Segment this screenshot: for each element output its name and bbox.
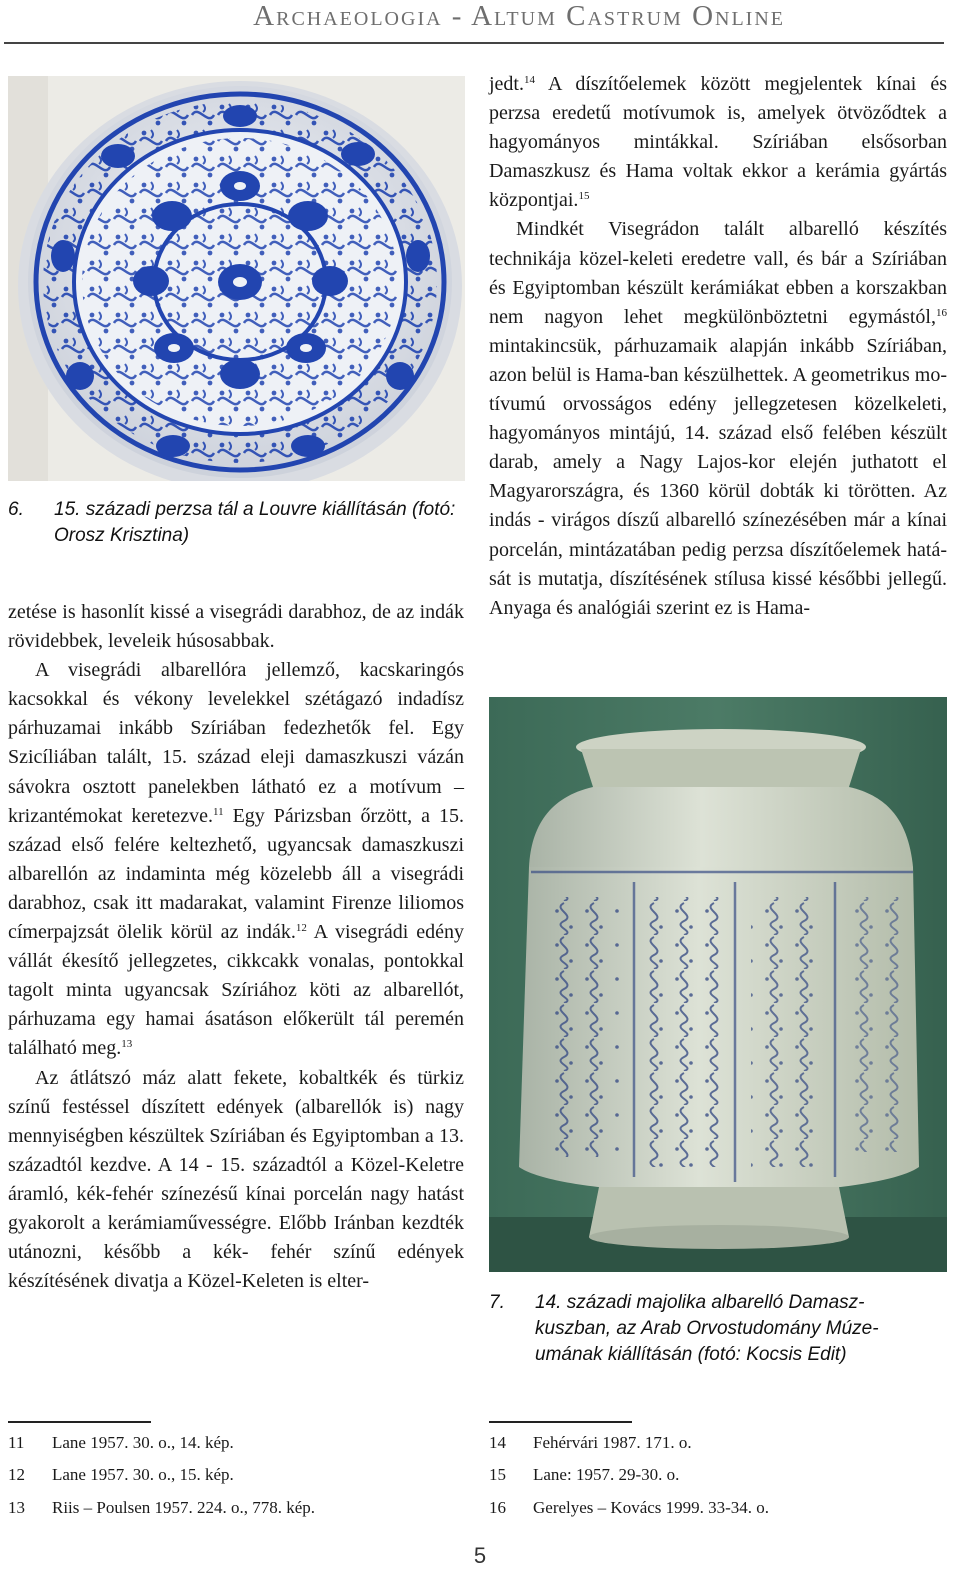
figure-6-caption [8, 497, 468, 553]
footnote-text: Lane 1957. 30. o., 15. kép. [52, 1465, 234, 1484]
footnote-ref: 13 [121, 1038, 133, 1051]
footnote-text: Riis – Poulsen 1957. 224. o., 778. kép. [52, 1498, 316, 1517]
footnote-text: Lane: 1957. 29-30. o. [533, 1465, 680, 1484]
footnote-ref: 12 [295, 922, 307, 935]
persian-bowl-photo [8, 76, 465, 481]
footnote-text: Gerelyes – Kovács 1999. 33-34. o. [533, 1498, 770, 1517]
figure-caption-line: umának kiállításán (fotó: Kocsis Edit) [535, 1344, 847, 1365]
paragraph: jedt.$^{14}$ A díszítőelemek között megjelentek kínai és perzsa eredetű motívumok is, amelyek ötvöződtek a hagyományos mintákkal. Szíriában elsősorban Damaszkusz és Hama voltak ekkor a kerámia gyártás központjai.$^{15}$ [489, 73, 947, 212]
footnote-number: 14 [489, 1433, 506, 1452]
paragraph: Mindkét Visegrádon talált albarelló készítés technikája közel-keleti eredetre vall, és bár a Szíriában és Egyiptomban készült kerámiákat ebben a korszakban nem nagyon lehet megkülönböztetni egymástól,$^{16}$ mintakincsük, párhuzamaik alapján inkább Szíriában, azon belül is Hama-ban készülhettek. A geometrikus motívumú orvosságos edény jellegzetesen közelkeleti, hagyományos mintájú, 14. század első felében készült darab, amely a Nagy Lajos-kor elején juthatott el Magyarországra, és 1360 körül dobták ki törötten. Az indás - virágos díszű albarelló színezésében már a kínai porcelán, mintázatában pedig perzsa díszítőelemek hatását is mutatja, díszítésének stílusa kissé későbbi jellegű. Anyaga és analógiái szerint ez is Hama- [489, 218, 947, 619]
running-head: Archaeologia - Altum Castrum Online [253, 0, 785, 32]
footnote-number: 15 [489, 1465, 506, 1484]
footnote-ref: 14 [524, 74, 535, 86]
paragraph: A visegrádi albarellóra jellemző, kacskaringós kacsokkal és vékony levelekkel szétágazó indadísz párhuzamai inkább Szíriában fedezhetők fel. Egy Szicíliában talált, 15. század eleji damaszkuszi vázán sávokra osztott panelekben látható ez a motívum – krizantémokat keretezve.$^{11}$ Egy Párizsban őrzött, a 15. század első felére keltezhető, ugyancsak damaszkuszi albarellón az indaminta még közelebb áll a visegrádi darabhoz, csak itt madarakat, valamint Firenze liliomos címerpajzsát ölelik körül az indák.$^{12}$ A visegrádi edény vállát ékesítő jellegzetes, cikkcakk vonalas, pontokkal tagolt minta ugyancsak Szíriához köti az albarellót, párhuzama egy hamai ásatáson előkerült tál peremén található meg.$^{13}$ [8, 659, 464, 1060]
figure-number: 6. [8, 499, 24, 520]
footnote-number: 12 [8, 1465, 25, 1484]
footnote-number: 16 [489, 1498, 506, 1517]
footnote-rule [8, 1421, 151, 1423]
figure-number: 7. [489, 1292, 505, 1313]
header-rule [4, 42, 944, 44]
footnote-number: 13 [8, 1498, 25, 1517]
figure-7-caption [489, 1290, 947, 1370]
paragraph: zetése is hasonlít kissé a visegrádi darabhoz, de az indák rövidebbek, leveleik húsosabbak. [8, 601, 464, 653]
footnote-rule [489, 1421, 632, 1423]
footnote-ref: 15 [578, 190, 590, 203]
footnote-ref: 16 [936, 306, 947, 319]
page-number: 5 [473, 1543, 487, 1568]
paragraph: Az átlátszó máz alatt fekete, kobaltkék és türkiz színű festéssel díszített edények (albarellók is) nagy mennyiségben készültek Szíriában és Egyiptomban a 13. századtól kezdve. A 14 - 15. századtól a Közel-Keletre áramló, kék-fehér színezésű kínai porcelán nagy hatást gyakorolt a kerámiaművességre. Előbb Iránban kezdték utánozni, később a kék- fehér színű edények készítésének divatja a Közel-Keleten is elter- [8, 1066, 464, 1293]
footnote-number: 11 [8, 1433, 25, 1452]
left-text-column [8, 598, 464, 1296]
footnote-text: Lane 1957. 30. o., 14. kép. [52, 1433, 234, 1452]
right-text-column [489, 70, 947, 623]
figure-caption-line: 14. századi majolika albarelló Damasz- [535, 1292, 865, 1313]
albarello-jar-photo [489, 697, 947, 1272]
figure-caption-text: 15. századi perzsa tál a Louvre kiállításán (fotó: Orosz Krisztina) [54, 499, 456, 546]
footnote-ref: 11 [212, 805, 224, 818]
footnote-text: Fehérvári 1987. 171. o. [533, 1433, 692, 1452]
figure-caption-line: kuszban, az Arab Orvostudomány Múze- [535, 1318, 879, 1339]
